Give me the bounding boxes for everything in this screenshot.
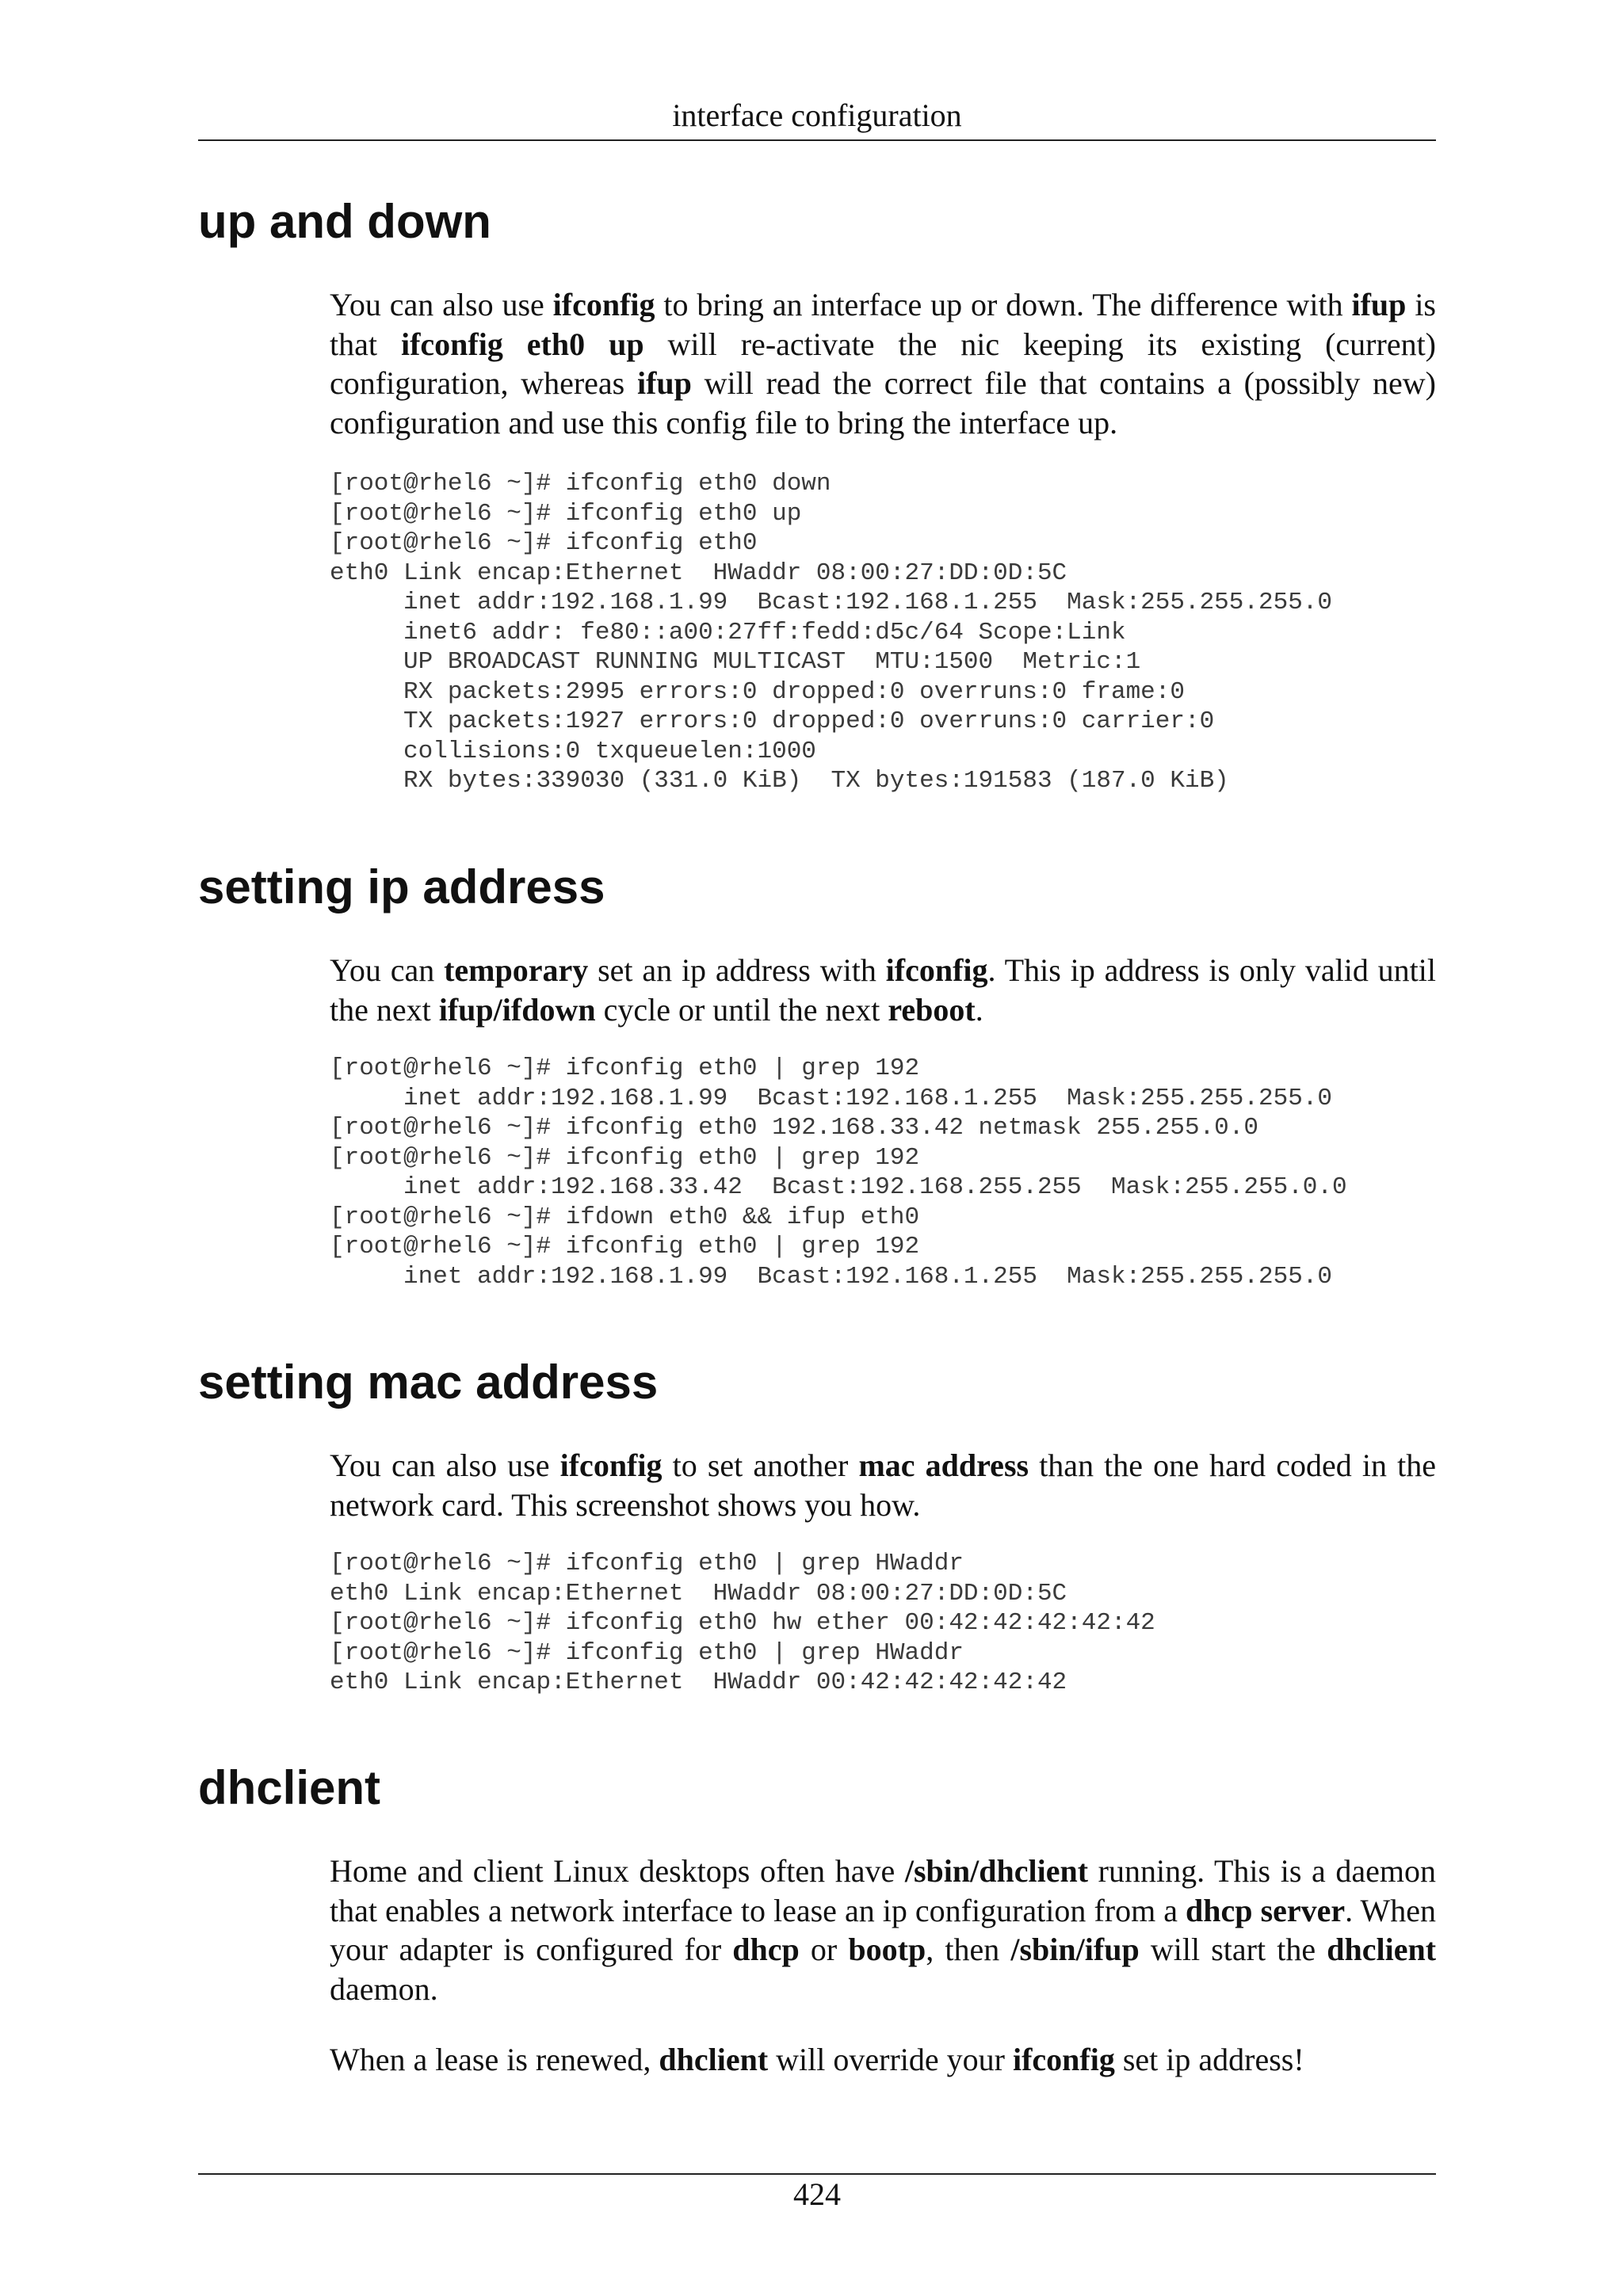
code-line: eth0 Link encap:Ethernet HWaddr 08:00:27:DD:0D:5C <box>330 1579 1067 1608</box>
header-rule <box>198 139 1436 141</box>
code-line: RX packets:2995 errors:0 dropped:0 overruns:0 frame:0 <box>330 677 1185 706</box>
code-line: eth0 Link encap:Ethernet HWaddr 08:00:27:DD:0D:5C <box>330 559 1067 587</box>
code-line: [root@rhel6 ~]# ifconfig eth0 | grep 192 <box>330 1233 920 1261</box>
code-block-setting-mac-address <box>330 1549 1155 1698</box>
code-line: RX bytes:339030 (331.0 KiB) TX bytes:191583 (187.0 KiB) <box>330 767 1229 795</box>
code-line: [root@rhel6 ~]# ifconfig eth0 | grep 192 <box>330 1055 920 1082</box>
dhclient-paragraph-2: When a lease is renewed, dhclient will override your ifconfig set ip address! <box>330 2042 1304 2077</box>
code-line: [root@rhel6 ~]# ifconfig eth0 | grep HWaddr <box>330 1638 964 1667</box>
dhclient-paragraph: Home and client Linux desktops often have /sbin/dhclient running. This is a daemon that enables a network interface to lease an ip configuration from a dhcp server. When your adapter is configured for dhcp or bootp, then /sbin/ifup will start the dhclient daemon. <box>330 1853 1437 2007</box>
section-heading-dhclient: dhclient <box>198 1761 381 1814</box>
running-header: interface configuration <box>672 97 962 133</box>
section-heading-setting-ip-address: setting ip address <box>198 860 605 913</box>
code-line: [root@rhel6 ~]# ifconfig eth0 up <box>330 499 802 528</box>
code-line: UP BROADCAST RUNNING MULTICAST MTU:1500 Metric:1 <box>330 648 1141 676</box>
code-line: TX packets:1927 errors:0 dropped:0 overruns:0 carrier:0 <box>330 707 1215 735</box>
setting-mac-address-paragraph: You can also use ifconfig to set another mac address than the one hard coded in the network card. This screenshot shows you how. <box>330 1447 1436 1523</box>
code-line: inet addr:192.168.33.42 Bcast:192.168.255.255 Mask:255.255.0.0 <box>330 1173 1347 1201</box>
code-line: [root@rhel6 ~]# ifdown eth0 && ifup eth0 <box>330 1203 920 1231</box>
code-block-setting-ip-address <box>330 1054 1347 1291</box>
code-block-up-and-down <box>330 469 1332 796</box>
code-line: [root@rhel6 ~]# ifconfig eth0 | grep 192 <box>330 1143 920 1172</box>
code-line: eth0 Link encap:Ethernet HWaddr 00:42:42:42:42:42 <box>330 1669 1067 1696</box>
section-heading-setting-mac-address: setting mac address <box>198 1356 659 1409</box>
code-line: inet addr:192.168.1.99 Bcast:192.168.1.255 Mask:255.255.255.0 <box>330 1084 1333 1112</box>
section-heading-up-and-down: up and down <box>198 195 491 248</box>
code-line: [root@rhel6 ~]# ifconfig eth0 down <box>330 470 831 498</box>
code-line: inet addr:192.168.1.99 Bcast:192.168.1.255 Mask:255.255.255.0 <box>330 1262 1333 1291</box>
code-line: [root@rhel6 ~]# ifconfig eth0 192.168.33.42 netmask 255.255.0.0 <box>330 1114 1258 1142</box>
page-number: 424 <box>793 2176 841 2212</box>
code-line: inet addr:192.168.1.99 Bcast:192.168.1.255 Mask:255.255.255.0 <box>330 589 1333 616</box>
up-and-down-paragraph: You can also use ifconfig to bring an interface up or down. The difference with ifup is that ifconfig eth0 up will re-activate the nic keeping its existing (current) configuration, whereas ifup will read the correct file that contains a (possibly new) configuration and use this config file to bring the interface up. <box>330 287 1437 441</box>
setting-ip-address-paragraph: You can temporary set an ip address with ifconfig. This ip address is only valid until the next ifup/ifdown cycle or until the next reboot. <box>330 952 1437 1028</box>
code-line: [root@rhel6 ~]# ifconfig eth0 | grep HWaddr <box>330 1550 964 1577</box>
code-line: collisions:0 txqueuelen:1000 <box>330 737 816 765</box>
code-line: inet6 addr: fe80::a00:27ff:fedd:d5c/64 Scope:Link <box>330 618 1126 646</box>
code-line: [root@rhel6 ~]# ifconfig eth0 <box>330 529 758 557</box>
code-line: [root@rhel6 ~]# ifconfig eth0 hw ether 00:42:42:42:42:42 <box>330 1609 1155 1637</box>
